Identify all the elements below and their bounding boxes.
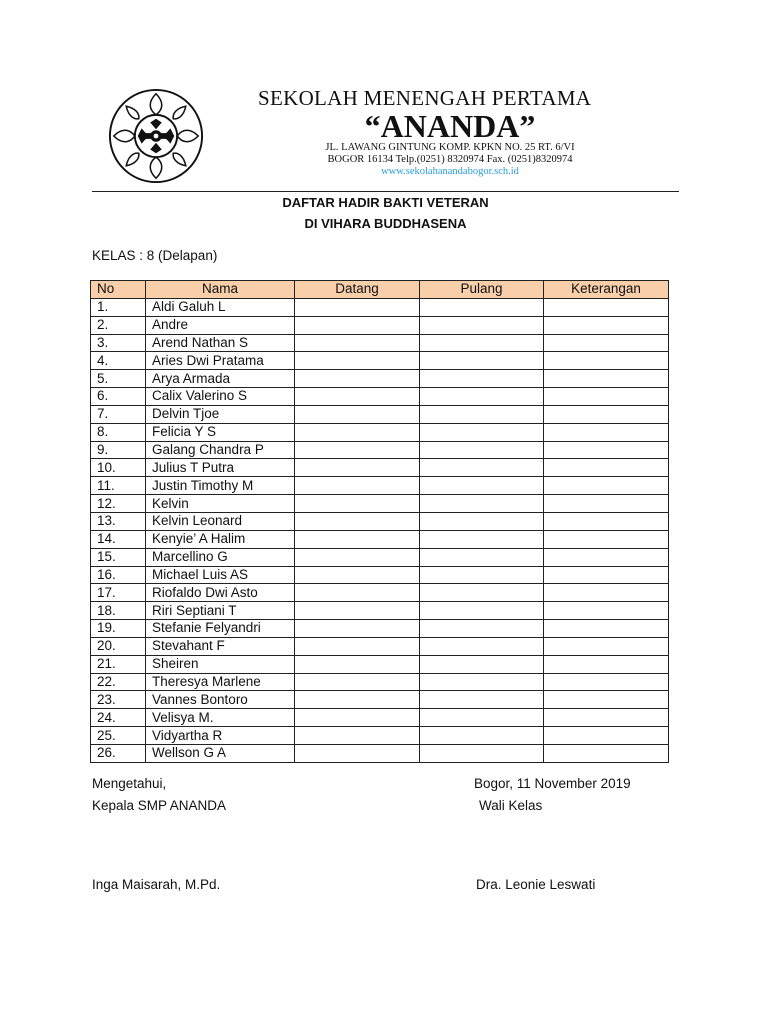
cell-no: 11. — [91, 477, 146, 495]
website-link[interactable]: www.sekolahanandabogor.sch.id — [381, 166, 519, 177]
cell-pulang[interactable] — [420, 334, 544, 352]
cell-pulang[interactable] — [420, 709, 544, 727]
cell-no: 10. — [91, 459, 146, 477]
cell-keterangan[interactable] — [544, 352, 669, 370]
cell-pulang[interactable] — [420, 584, 544, 602]
cell-datang[interactable] — [295, 316, 420, 334]
cell-no: 21. — [91, 655, 146, 673]
cell-datang[interactable] — [295, 673, 420, 691]
table-row — [91, 334, 669, 352]
cell-pulang[interactable] — [420, 673, 544, 691]
table-row — [91, 316, 669, 334]
cell-no: 26. — [91, 744, 146, 762]
class-label: KELAS : 8 (Delapan) — [92, 248, 218, 263]
cell-keterangan[interactable] — [544, 388, 669, 406]
cell-datang[interactable] — [295, 477, 420, 495]
table-row — [91, 441, 669, 459]
cell-nama: Julius T Putra — [146, 459, 295, 477]
table-row — [91, 352, 669, 370]
cell-datang[interactable] — [295, 744, 420, 762]
cell-keterangan[interactable] — [544, 602, 669, 620]
table-row — [91, 673, 669, 691]
cell-pulang[interactable] — [420, 316, 544, 334]
cell-pulang[interactable] — [420, 566, 544, 584]
cell-keterangan[interactable] — [544, 530, 669, 548]
cell-no: 5. — [91, 370, 146, 388]
cell-datang[interactable] — [295, 727, 420, 745]
cell-no: 13. — [91, 512, 146, 530]
column-header-nama: Nama — [146, 281, 295, 299]
cell-keterangan[interactable] — [544, 637, 669, 655]
cell-pulang[interactable] — [420, 405, 544, 423]
cell-keterangan[interactable] — [544, 405, 669, 423]
cell-datang[interactable] — [295, 405, 420, 423]
table-row — [91, 512, 669, 530]
cell-pulang[interactable] — [420, 512, 544, 530]
cell-keterangan[interactable] — [544, 691, 669, 709]
cell-no: 22. — [91, 673, 146, 691]
cell-pulang[interactable] — [420, 495, 544, 513]
cell-nama: Arya Armada — [146, 370, 295, 388]
cell-no: 6. — [91, 388, 146, 406]
table-row — [91, 744, 669, 762]
cell-pulang[interactable] — [420, 602, 544, 620]
cell-datang[interactable] — [295, 584, 420, 602]
cell-keterangan[interactable] — [544, 495, 669, 513]
cell-keterangan[interactable] — [544, 459, 669, 477]
cell-nama: Andre — [146, 316, 295, 334]
cell-no: 16. — [91, 566, 146, 584]
cell-nama: Riofaldo Dwi Asto — [146, 584, 295, 602]
table-row — [91, 388, 669, 406]
column-header-pulang: Pulang — [420, 281, 544, 299]
cell-datang[interactable] — [295, 691, 420, 709]
table-header-row — [91, 281, 669, 299]
attendance-table — [90, 280, 669, 763]
table-row — [91, 548, 669, 566]
cell-nama: Kenyie’ A Halim — [146, 530, 295, 548]
cell-no: 14. — [91, 530, 146, 548]
cell-nama: Michael Luis AS — [146, 566, 295, 584]
table-row — [91, 620, 669, 638]
cell-nama: Kelvin Leonard — [146, 512, 295, 530]
cell-keterangan[interactable] — [544, 316, 669, 334]
cell-datang[interactable] — [295, 566, 420, 584]
cell-nama: Stefanie Felyandri — [146, 620, 295, 638]
school-name: SEKOLAH MENENGAH PERTAMA — [258, 86, 592, 110]
table-row — [91, 709, 669, 727]
principal-title: Kepala SMP ANANDA — [92, 798, 227, 813]
acknowledged-label: Mengetahui, — [92, 776, 167, 791]
cell-nama: Vannes Bontoro — [146, 691, 295, 709]
cell-no: 15. — [91, 548, 146, 566]
cell-nama: Felicia Y S — [146, 423, 295, 441]
cell-datang[interactable] — [295, 352, 420, 370]
cell-datang[interactable] — [295, 530, 420, 548]
cell-nama: Riri Septiani T — [146, 602, 295, 620]
cell-no: 1. — [91, 298, 146, 316]
cell-keterangan[interactable] — [544, 548, 669, 566]
table-row — [91, 691, 669, 709]
table-row — [91, 459, 669, 477]
cell-keterangan[interactable] — [544, 477, 669, 495]
cell-datang[interactable] — [295, 548, 420, 566]
cell-nama: Marcellino G — [146, 548, 295, 566]
table-row — [91, 566, 669, 584]
column-header-no: No — [91, 281, 146, 299]
cell-datang[interactable] — [295, 495, 420, 513]
table-row — [91, 584, 669, 602]
cell-no: 9. — [91, 441, 146, 459]
cell-no: 20. — [91, 637, 146, 655]
address-line-1: JL. LAWANG GINTUNG KOMP. KPKN NO. 25 RT. 6/VI — [325, 142, 575, 153]
table-row — [91, 637, 669, 655]
cell-keterangan[interactable] — [544, 655, 669, 673]
column-header-keterangan: Keterangan — [544, 281, 669, 299]
cell-pulang[interactable] — [420, 441, 544, 459]
cell-nama: Kelvin — [146, 495, 295, 513]
cell-no: 25. — [91, 727, 146, 745]
cell-keterangan[interactable] — [544, 334, 669, 352]
cell-nama: Velisya M. — [146, 709, 295, 727]
cell-no: 23. — [91, 691, 146, 709]
cell-nama: Delvin Tjoe — [146, 405, 295, 423]
attendance-table-body — [91, 298, 669, 762]
cell-keterangan[interactable] — [544, 709, 669, 727]
cell-nama: Aries Dwi Pratama — [146, 352, 295, 370]
cell-no: 24. — [91, 709, 146, 727]
cell-nama: Galang Chandra P — [146, 441, 295, 459]
cell-no: 17. — [91, 584, 146, 602]
cell-keterangan[interactable] — [544, 423, 669, 441]
cell-nama: Theresya Marlene — [146, 673, 295, 691]
cell-datang[interactable] — [295, 637, 420, 655]
table-row — [91, 495, 669, 513]
cell-keterangan[interactable] — [544, 673, 669, 691]
cell-pulang[interactable] — [420, 620, 544, 638]
cell-datang[interactable] — [295, 334, 420, 352]
table-row — [91, 602, 669, 620]
principal-name: Inga Maisarah, M.Pd. — [92, 877, 221, 892]
cell-no: 18. — [91, 602, 146, 620]
cell-pulang[interactable] — [420, 691, 544, 709]
cell-datang[interactable] — [295, 459, 420, 477]
cell-pulang[interactable] — [420, 298, 544, 316]
cell-pulang[interactable] — [420, 423, 544, 441]
homeroom-teacher-title: Wali Kelas — [479, 798, 543, 813]
cell-no: 8. — [91, 423, 146, 441]
cell-no: 2. — [91, 316, 146, 334]
cell-no: 4. — [91, 352, 146, 370]
cell-pulang[interactable] — [420, 655, 544, 673]
cell-datang[interactable] — [295, 423, 420, 441]
cell-nama: Wellson G A — [146, 744, 295, 762]
cell-nama: Arend Nathan S — [146, 334, 295, 352]
homeroom-teacher-name: Dra. Leonie Leswati — [476, 877, 596, 892]
table-row — [91, 298, 669, 316]
cell-keterangan[interactable] — [544, 512, 669, 530]
column-header-datang: Datang — [295, 281, 420, 299]
cell-keterangan[interactable] — [544, 441, 669, 459]
cell-no: 7. — [91, 405, 146, 423]
cell-nama: Sheiren — [146, 655, 295, 673]
table-row — [91, 370, 669, 388]
cell-datang[interactable] — [295, 655, 420, 673]
table-row — [91, 423, 669, 441]
cell-pulang[interactable] — [420, 370, 544, 388]
header-divider — [92, 191, 679, 192]
cell-nama: Vidyartha R — [146, 727, 295, 745]
cell-keterangan[interactable] — [544, 298, 669, 316]
cell-no: 19. — [91, 620, 146, 638]
place-date: Bogor, 11 November 2019 — [474, 776, 631, 791]
cell-pulang[interactable] — [420, 727, 544, 745]
cell-keterangan[interactable] — [544, 566, 669, 584]
cell-keterangan[interactable] — [544, 744, 669, 762]
cell-datang[interactable] — [295, 298, 420, 316]
cell-nama: Calix Valerino S — [146, 388, 295, 406]
cell-pulang[interactable] — [420, 744, 544, 762]
school-title: “ANANDA” — [364, 108, 536, 144]
address-line-2: BOGOR 16134 Telp.(0251) 8320974 Fax. (0251)8320974 — [327, 154, 573, 165]
cell-keterangan[interactable] — [544, 620, 669, 638]
cell-datang[interactable] — [295, 620, 420, 638]
cell-pulang[interactable] — [420, 530, 544, 548]
cell-nama: Aldi Galuh L — [146, 298, 295, 316]
cell-nama: Justin Timothy M — [146, 477, 295, 495]
cell-nama: Stevahant F — [146, 637, 295, 655]
cell-keterangan[interactable] — [544, 370, 669, 388]
cell-datang[interactable] — [295, 602, 420, 620]
table-row — [91, 655, 669, 673]
cell-datang[interactable] — [295, 512, 420, 530]
cell-datang[interactable] — [295, 441, 420, 459]
school-logo-icon — [108, 88, 204, 184]
table-row — [91, 477, 669, 495]
cell-pulang[interactable] — [420, 388, 544, 406]
cell-datang[interactable] — [295, 709, 420, 727]
cell-no: 3. — [91, 334, 146, 352]
cell-datang[interactable] — [295, 370, 420, 388]
cell-keterangan[interactable] — [544, 727, 669, 745]
cell-datang[interactable] — [295, 388, 420, 406]
document-title-line-1: DAFTAR HADIR BAKTI VETERAN — [282, 195, 489, 210]
cell-no: 12. — [91, 495, 146, 513]
cell-pulang[interactable] — [420, 548, 544, 566]
cell-pulang[interactable] — [420, 459, 544, 477]
document-title-line-2: DI VIHARA BUDDHASENA — [304, 216, 467, 231]
table-row — [91, 405, 669, 423]
table-row — [91, 727, 669, 745]
cell-pulang[interactable] — [420, 637, 544, 655]
table-row — [91, 530, 669, 548]
cell-keterangan[interactable] — [544, 584, 669, 602]
cell-pulang[interactable] — [420, 352, 544, 370]
cell-pulang[interactable] — [420, 477, 544, 495]
